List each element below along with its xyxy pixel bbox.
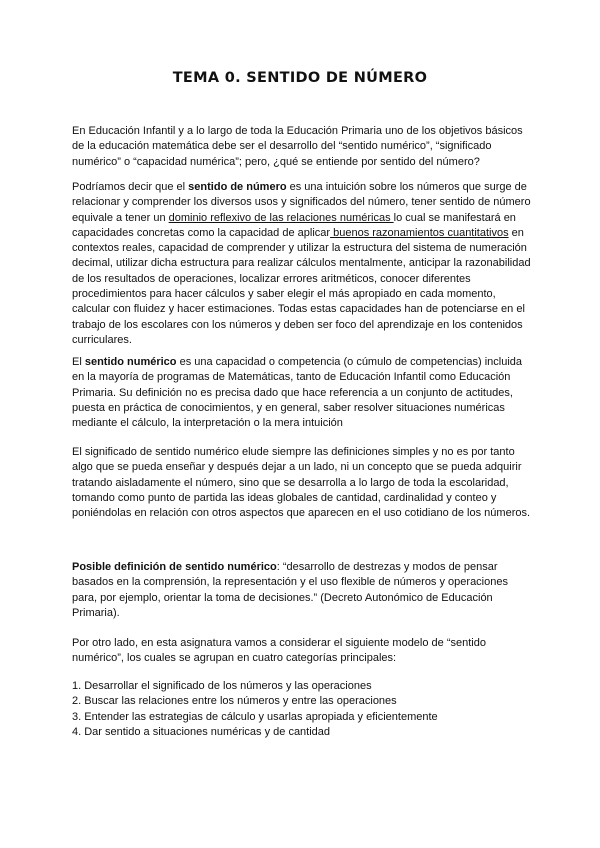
text: Podríamos decir que el — [72, 181, 189, 193]
list-item: 2. Buscar las relaciones entre los números y entre las operaciones — [72, 695, 397, 708]
text: lo cual se manifestará en capacidades concretas como la capacidad de aplicar — [72, 211, 516, 239]
list-item: 3. Entender las estrategias de cálculo y usarlas apropiada y eficientemente — [72, 710, 438, 723]
page-title: TEMA 0. SENTIDO DE NÚMERO — [172, 70, 428, 86]
definition-paragraph — [72, 560, 532, 621]
sentido-numerico-paragraph — [72, 355, 532, 431]
underlined-phrase: dominio reflexivo de las relaciones numéricas — [168, 211, 394, 224]
text: en contextos reales, capacidad de comprender y utilizar la estructura del sistema de numeración decimal, utilizar dicha estructura para realizar cálculos mentalmente, anticipar la razonabilidad de los resultados de operaciones, localizar errores aritméticos, conocer diferentes procedimientos para hacer cálculos y saber elegir el más apropiado en cada momento, calcular con fluidez y hacer estimaciones. Todas estas capacidades han de potenciarse en el trabajo de los escolares con los números y deben ser foco del aprendizaje en los contenidos curriculares. — [72, 226, 531, 346]
list-item: 4. Dar sentido a situaciones numéricas y de cantidad — [72, 725, 331, 738]
bold-term: sentido numérico — [84, 356, 177, 368]
categories-list — [72, 679, 532, 740]
text: El — [72, 356, 85, 368]
bold-term: sentido de número — [188, 181, 287, 193]
sentido-de-numero-paragraph — [72, 180, 532, 348]
text: es una intuición sobre los números que surge de relacionar y comprender los diversos usos y significados del número, tener sentido de número equivale a tener un — [72, 181, 531, 224]
model-intro-paragraph: Por otro lado, en esta asignatura vamos a considerar el siguiente modelo de “sentido numérico”, los cuales se agrupan en cuatro categorías principales: — [72, 637, 486, 665]
text: : “desarrollo de destrezas y modos de pensar basados en la comprensión, la representación y el uso flexible de números y operaciones para, por ejemplo, orientar la toma de decisiones.” (Decreto Autonómico de Educación Primaria). — [72, 561, 508, 619]
bold-term: Posible definición de sentido numérico — [72, 561, 277, 573]
text: es una capacidad o competencia (o cúmulo de competencias) incluida en la mayoría de programas de Matemáticas, tanto de Educación Infantil como Educación Primaria. Su definición no es precisa dado que hace referencia a un conjunto de actitudes, puesta en práctica de conocimientos, y en general, saber resolver situaciones numéricas mediante el cálculo, la interpretación o la mera intuición — [72, 356, 523, 430]
list-item: 1. Desarrollar el significado de los números y las operaciones — [72, 680, 372, 692]
intro-paragraph: En Educación Infantil y a lo largo de toda la Educación Primaria uno de los objetivos básicos de la educación matemática debe ser el desarrollo del “sentido numérico”, “significado numérico” o “capacidad numérica”; pero, ¿qué se entiende por sentido del número? — [72, 125, 523, 168]
significado-paragraph: El significado de sentido numérico elude siempre las definiciones simples y no es por tanto algo que se pueda enseñar y después dejar a un lado, ni un concepto que se pueda adquirir tratando aisladamente el número, sino que se desarrolla a lo largo de toda la escolaridad, tomando como punto de partida las ideas globales de cantidad, cardinalidad y conteo y poniéndolas en relación con otros aspectos que aparecen en el uso cotidiano de los números. — [72, 446, 531, 520]
underlined-phrase: buenos razonamientos cuantitativos — [330, 226, 509, 239]
